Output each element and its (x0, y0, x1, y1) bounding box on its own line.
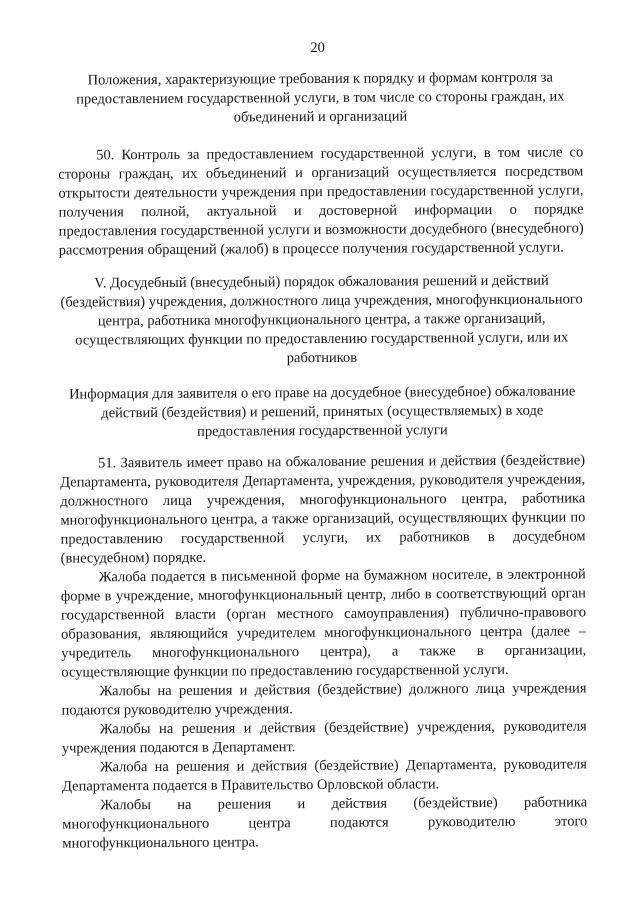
page-number: 20 (310, 39, 325, 57)
paragraph-institution-complaints: Жалобы на решения и действия (бездействие) учреждения, руководителя учреждения подаются в Департамент. (61, 718, 587, 757)
paragraph-official-complaints: Жалобы на решения и действия (бездействие) должного лица учреждения подаются руководителю учреждения. (61, 680, 587, 719)
subheading-appeal-info: Информация для заявителя о его праве на досудебное (внесудебное) обжалование действий (бездействия) и решений, принятых (осуществляемых) в ходе предоставления государственной услуги (68, 383, 576, 440)
paragraph-50: 50. Контроль за предоставлением государственной услуги, в том числе со стороны граждан, их объединений и организаций осуществляется посредством открытости деятельности учреждения при предоставлении государственной услуги, получения полной, актуальной и достоверной информации о порядке предоставления государственной услуги и возможности досудебного (внесудебного) рассмотрения обращений (жалоб) в процессе получения государственной услуги. (58, 144, 584, 259)
paragraph-department-complaints: Жалоба на решения и действия (бездействие) Департамента, руководителя Департамента подается в Правительство Орловской области. (62, 756, 587, 795)
document-body (58, 68, 588, 853)
paragraph-mfc-worker-complaints: Жалобы на решения и действия (бездействие) работника многофункционального центра подаются руководителю этого многофункционального центра. (62, 794, 588, 852)
section-heading-control: Положения, характеризующие требования к порядку и формам контроля за предоставлением государственной услуги, в том числе со стороны граждан, их объединений и организаций (76, 69, 565, 126)
paragraph-complaint-form: Жалоба подается в письменной форме на бумажном носителе, в электронной форме в учреждение, многофункциональный центр, либо в соответствующий орган государственной власти (орган местного самоуправления) публично-правового образования, являющийся учредителем многофункционального центра (далее – учредитель многофункционального центра), а также в организации, осуществляющие функции по предоставлению государственной услуги. (60, 566, 587, 681)
paragraph-51: 51. Заявитель имеет право на обжалование решения и действия (бездействие) Департамента, руководителя Департамента, учреждения, руководителя учреждения, должностного лица учреждения, многофункционального центра, работника многофункционального центра, а также организаций, осуществляющих функции по предоставлению государственной услуги, их работников в досудебном (внесудебном) порядке. (60, 452, 586, 567)
section-heading-v: V. Досудебный (внесудебный) порядок обжалования решений и действий (бездействия) учреждения, должностного лица учреждения, многофункционального центра, работника многофункционального центра, а также организаций, осуществляющих функции по предоставлению государственной услуги, или их работников (60, 272, 583, 367)
